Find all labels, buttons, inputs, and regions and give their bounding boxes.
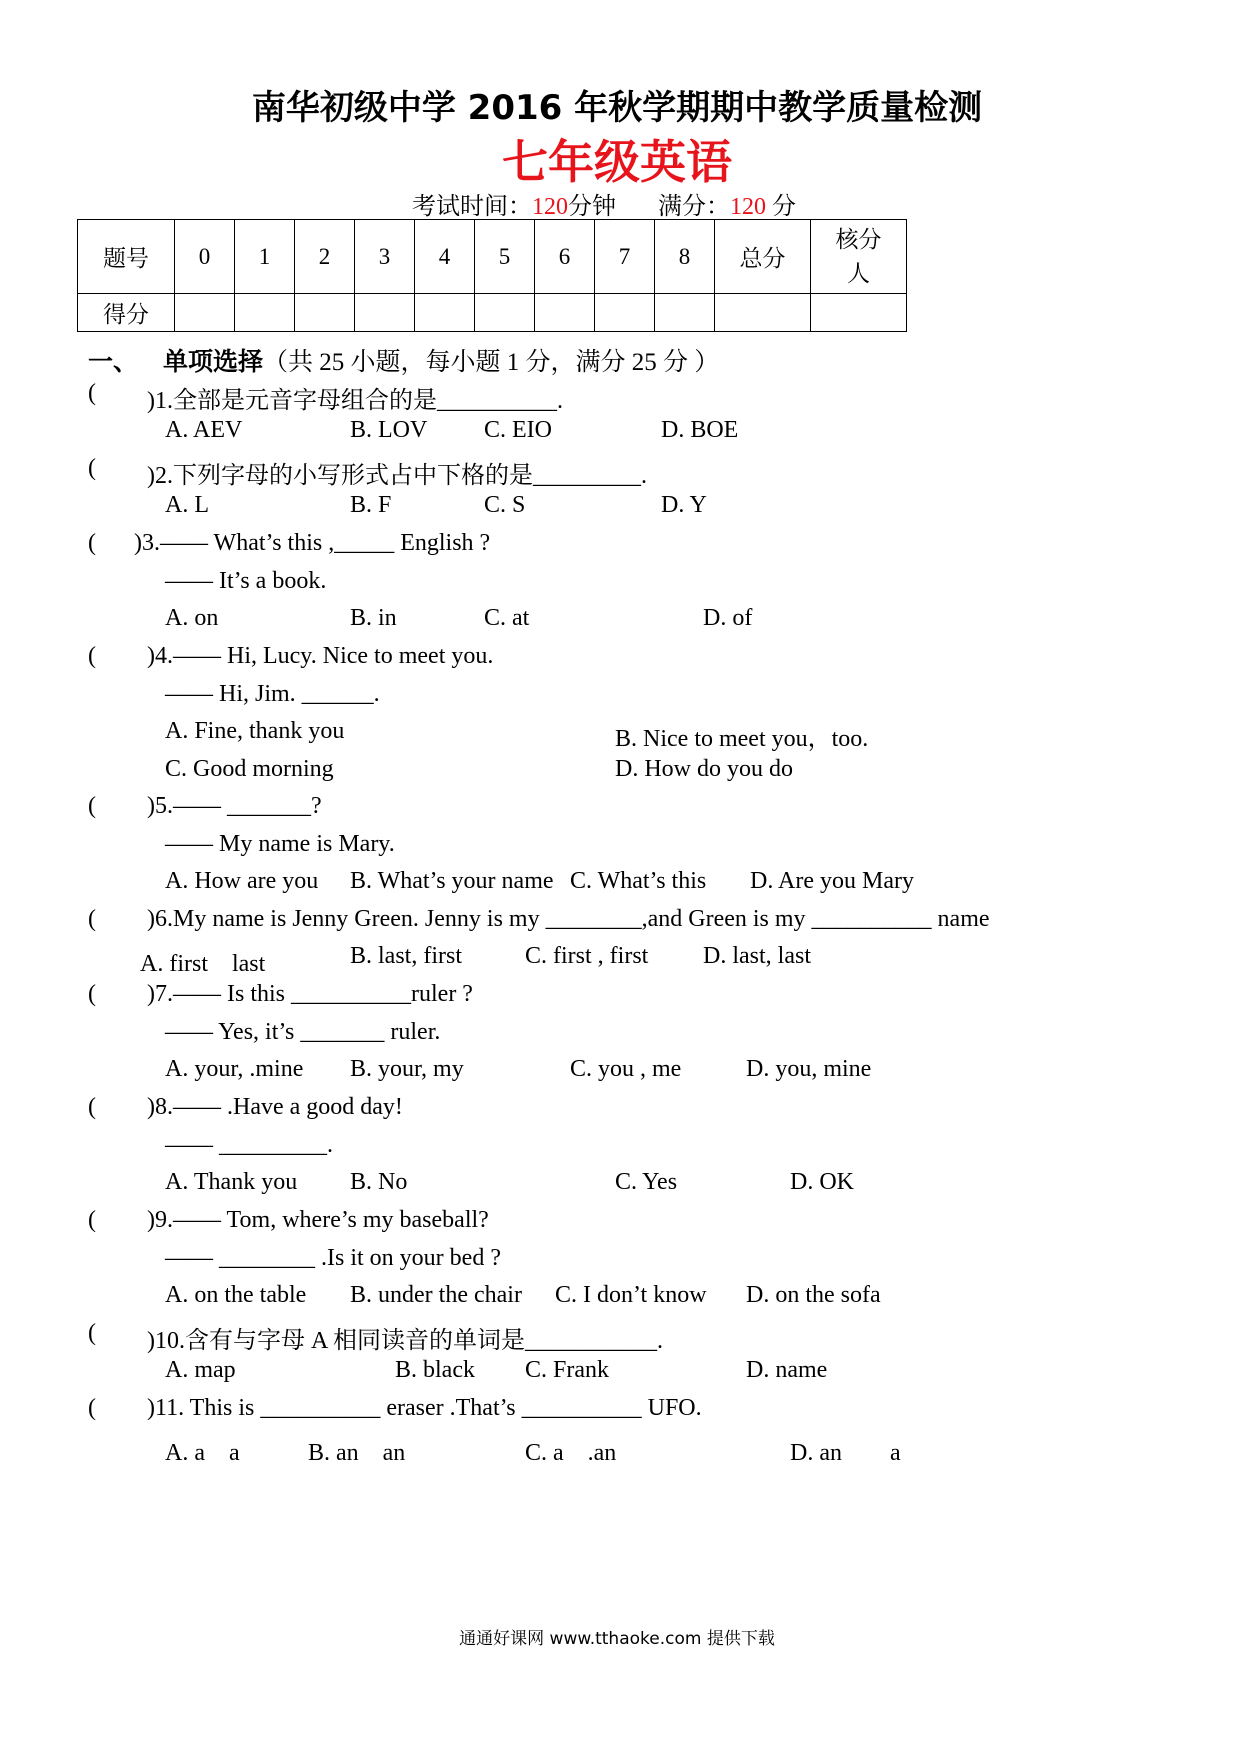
- option-b: B. in: [350, 605, 397, 631]
- option-c: C. EIO: [484, 417, 552, 443]
- option-a: A. first last: [140, 951, 266, 977]
- question-stem: )7.—— Is this __________ruler ?: [147, 981, 473, 1007]
- score-cell: [595, 294, 655, 332]
- option-d: D. on the sofa: [746, 1282, 881, 1308]
- subject-title: 七年级英语: [502, 135, 732, 189]
- answer-paren: (: [88, 1094, 96, 1120]
- option-a: A. on the table: [165, 1282, 307, 1308]
- score-table-checker-cell: [811, 220, 907, 294]
- question-line2: —— _________.: [165, 1132, 333, 1158]
- option-d: D. name: [746, 1357, 828, 1383]
- option-c: C. What’s this: [570, 868, 707, 894]
- question-stem: )3.—— What’s this ,_____ English ?: [134, 530, 491, 556]
- answer-paren: (: [88, 906, 96, 932]
- score-cell: [715, 294, 811, 332]
- exam-meta: [412, 186, 796, 221]
- exam-title: 南华初级中学 2016 年秋学期期中教学质量检测: [251, 88, 983, 128]
- option-d: D. Y: [661, 492, 707, 518]
- question-stem: )8.—— .Have a good day!: [147, 1094, 403, 1120]
- section-number: 一、: [88, 347, 139, 376]
- checker-label-line1: 核分: [835, 226, 882, 252]
- option-a: A. AEV: [165, 417, 243, 443]
- answer-paren: (: [88, 1395, 96, 1421]
- time-value: 120: [532, 194, 568, 220]
- option-a: A. Thank you: [165, 1169, 298, 1195]
- score-cell: [655, 294, 715, 332]
- option-a: A. map: [165, 1357, 236, 1383]
- option-b: B. an an: [308, 1440, 406, 1466]
- option-d: D. you, mine: [746, 1056, 872, 1082]
- question-line2: —— It’s a book.: [165, 568, 327, 594]
- score-label: 满分：: [658, 194, 730, 220]
- time-label: 考试时间：: [412, 194, 532, 220]
- option-c: C. at: [484, 605, 530, 631]
- section-heading: [88, 342, 719, 378]
- option-c: C. I don’t know: [555, 1282, 707, 1308]
- question-stem: )10.含有与字母 A 相同读音的单词是___________.: [147, 1328, 663, 1354]
- option-b: B. What’s your name: [350, 868, 554, 894]
- option-d: D. an a: [790, 1440, 901, 1466]
- section-note: （共 25 小题，每小题 1 分，满分 25 分 ）: [263, 349, 720, 376]
- option-c: C. a .an: [525, 1440, 617, 1466]
- option-c: C. you , me: [570, 1056, 682, 1082]
- question-stem: )11. This is __________ eraser .That’s __________ UFO.: [147, 1395, 702, 1421]
- score-value: 120: [730, 194, 766, 220]
- question-stem: )5.—— _______?: [147, 793, 322, 819]
- question-line2: —— Hi, Jim. ______.: [165, 681, 380, 707]
- question-stem: )2.下列字母的小写形式占中下格的是_________.: [147, 463, 647, 489]
- option-a: A. on: [165, 605, 219, 631]
- option-d: D. BOE: [661, 417, 739, 443]
- score-table-header-cell: 8: [655, 220, 715, 294]
- option-a: A. Fine, thank you: [165, 718, 345, 744]
- question-line2: —— My name is Mary.: [165, 831, 395, 857]
- score-cell: [475, 294, 535, 332]
- answer-paren: (: [88, 981, 96, 1007]
- score-table-header-cell: 7: [595, 220, 655, 294]
- score-table-header-cell: 3: [355, 220, 415, 294]
- option-b: B. LOV: [350, 417, 428, 443]
- score-table-header-cell: 6: [535, 220, 595, 294]
- score-table-header-cell: 题号: [78, 220, 175, 294]
- option-d: D. last, last: [703, 943, 811, 969]
- score-cell: [295, 294, 355, 332]
- option-d: D. OK: [790, 1169, 854, 1195]
- score-cell: [235, 294, 295, 332]
- option-b: B. last, first: [350, 943, 462, 969]
- answer-paren: (: [88, 455, 96, 481]
- score-cell: [415, 294, 475, 332]
- score-cell: [355, 294, 415, 332]
- option-b: B. under the chair: [350, 1282, 522, 1308]
- question-stem: )6.My name is Jenny Green. Jenny is my ________,and Green is my __________ name: [147, 906, 990, 932]
- option-d: D. How do you do: [615, 756, 793, 782]
- score-table-header-cell: 0: [175, 220, 235, 294]
- score-cell: [535, 294, 595, 332]
- option-c: C. Yes: [615, 1169, 678, 1195]
- question-stem: )1.全部是元音字母组合的是__________.: [147, 388, 563, 414]
- checker-label-line2: 人: [847, 260, 870, 286]
- option-c: C. Frank: [525, 1357, 609, 1383]
- score-row-label: 得分: [78, 294, 175, 332]
- time-unit: 分钟: [568, 194, 616, 220]
- option-c: C. S: [484, 492, 526, 518]
- question-line2: —— Yes, it’s _______ ruler.: [165, 1019, 441, 1045]
- section-title: 单项选择: [163, 347, 264, 376]
- option-a: A. How are you: [165, 868, 319, 894]
- option-a: A. a a: [165, 1440, 240, 1466]
- option-a: A. your, .mine: [165, 1056, 304, 1082]
- answer-paren: (: [88, 530, 96, 556]
- score-table-header-cell: 总分: [715, 220, 811, 294]
- option-c: C. first , first: [525, 943, 649, 969]
- option-c: C. Good morning: [165, 756, 334, 782]
- score-table-header-cell: 1: [235, 220, 295, 294]
- score-unit: 分: [772, 194, 796, 220]
- score-table: [77, 219, 907, 332]
- option-b: B. black: [395, 1357, 475, 1383]
- option-b: B. F: [350, 492, 392, 518]
- answer-paren: (: [88, 1320, 96, 1346]
- score-table-header-cell: 5: [475, 220, 535, 294]
- answer-paren: (: [88, 380, 96, 406]
- option-b: B. your, my: [350, 1056, 464, 1082]
- answer-paren: (: [88, 793, 96, 819]
- option-b: B. No: [350, 1169, 408, 1195]
- option-b: B. Nice to meet you，too.: [615, 726, 869, 752]
- question-line2: —— ________ .Is it on your bed ?: [165, 1245, 501, 1271]
- option-d: D. Are you Mary: [750, 868, 914, 894]
- option-a: A. L: [165, 492, 209, 518]
- answer-paren: (: [88, 1207, 96, 1233]
- score-table-header-cell: 2: [295, 220, 355, 294]
- footer-source: 通通好课网 www.tthaoke.com 提供下载: [459, 1629, 775, 1649]
- score-table-header-cell: 4: [415, 220, 475, 294]
- question-stem: )4.—— Hi, Lucy. Nice to meet you.: [147, 643, 494, 669]
- option-d: D. of: [703, 605, 753, 631]
- question-stem: )9.—— Tom, where’s my baseball?: [147, 1207, 489, 1233]
- score-cell: [811, 294, 907, 332]
- score-cell: [175, 294, 235, 332]
- answer-paren: (: [88, 643, 96, 669]
